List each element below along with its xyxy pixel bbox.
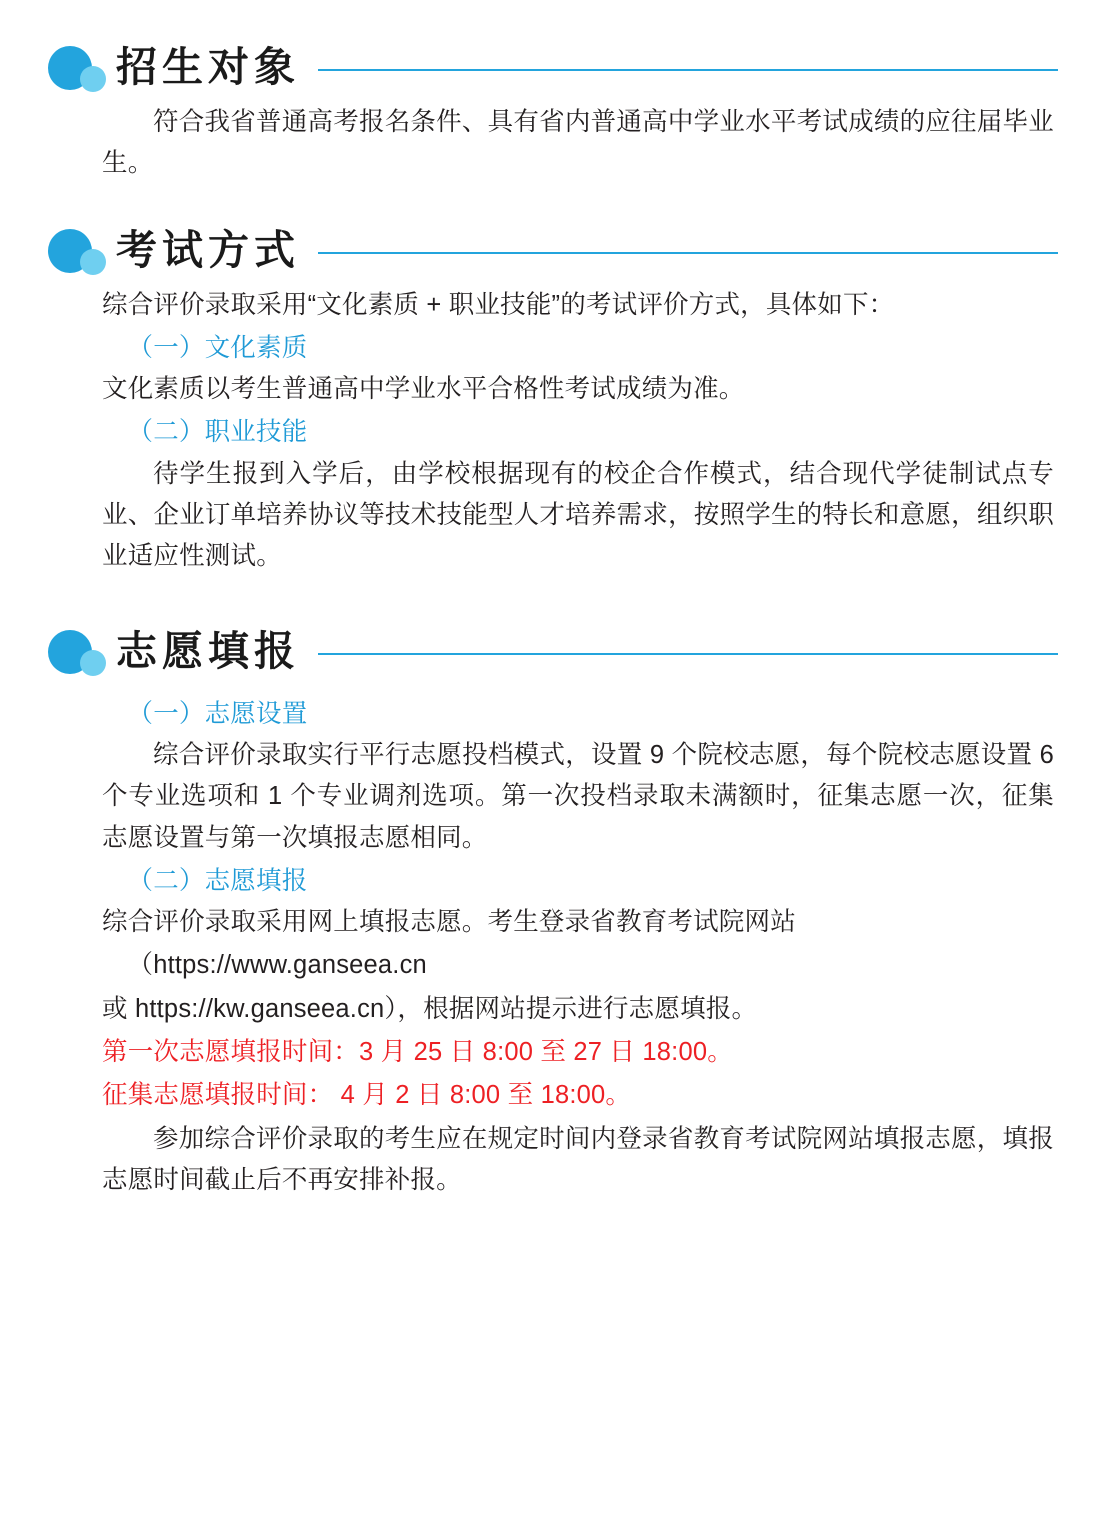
deadline-supplementary-round: 征集志愿填报时间： 4 月 2 日 8:00 至 18:00。	[102, 1081, 632, 1110]
section-heading	[44, 40, 1058, 96]
spacer	[44, 187, 1058, 223]
subsection-heading: （二）职业技能	[127, 418, 308, 447]
paragraph: 文化素质以考生普通高中学业水平合格性考试成绩为准。	[102, 375, 745, 404]
paragraph: 综合评价录取实行平行志愿投档模式，设置 9 个院校志愿，每个院校志愿设置 6 个专业选项和 1 个专业调剂选项。第一次投档录取未满额时，征集志愿一次，征集志愿设置与第一次填报志愿相同。	[102, 740, 1054, 852]
paragraph: 综合评价录取采用“文化素质 + 职业技能”的考试评价方式，具体如下：	[102, 290, 895, 319]
section-title: 志愿填报	[116, 628, 300, 675]
section-heading	[44, 223, 1058, 279]
subsection-heading: （二）志愿填报	[127, 866, 308, 895]
section-body	[44, 285, 1058, 578]
bullet-dots-icon	[44, 40, 116, 96]
bullet-small-circle-icon	[80, 66, 106, 92]
section-heading	[44, 624, 1058, 680]
section-application-filing	[44, 624, 1058, 1202]
heading-rule	[318, 252, 1058, 254]
deadline-first-round: 第一次志愿填报时间：3 月 25 日 8:00 至 27 日 18:00。	[102, 1038, 733, 1067]
section-exam-method	[44, 223, 1058, 578]
bullet-dots-icon	[44, 223, 116, 279]
paragraph: 待学生报到入学后，由学校根据现有的校企合作模式，结合现代学徒制试点专业、企业订单培养协议等技术技能型人才培养需求，按照学生的特长和意愿，组织职业适应性测试。	[102, 459, 1054, 571]
heading-rule	[318, 69, 1058, 71]
paragraph: 符合我省普通高考报名条件、具有省内普通高中学业水平考试成绩的应往届毕业生。	[102, 108, 1054, 178]
bullet-dots-icon	[44, 624, 116, 680]
spacer	[44, 580, 1058, 624]
section-title: 招生对象	[116, 44, 300, 91]
subsection-heading: （一）文化素质	[127, 333, 308, 362]
website-url-primary: （https://www.ganseea.cn	[127, 951, 427, 980]
subsection-heading: （一）志愿设置	[127, 699, 308, 728]
bullet-small-circle-icon	[80, 650, 106, 676]
bullet-small-circle-icon	[80, 249, 106, 275]
heading-rule	[318, 653, 1058, 655]
section-body	[44, 686, 1058, 1202]
section-admission-targets	[44, 40, 1058, 185]
website-url-secondary: 或 https://kw.ganseea.cn），根据网站提示进行志愿填报。	[102, 994, 758, 1023]
paragraph: 参加综合评价录取的考生应在规定时间内登录省教育考试院网站填报志愿，填报志愿时间截止后不再安排补报。	[102, 1124, 1054, 1194]
section-title: 考试方式	[116, 227, 300, 274]
paragraph: 综合评价录取采用网上填报志愿。考生登录省教育考试院网站	[102, 908, 796, 937]
section-body	[44, 102, 1058, 185]
spacer	[102, 686, 1054, 694]
